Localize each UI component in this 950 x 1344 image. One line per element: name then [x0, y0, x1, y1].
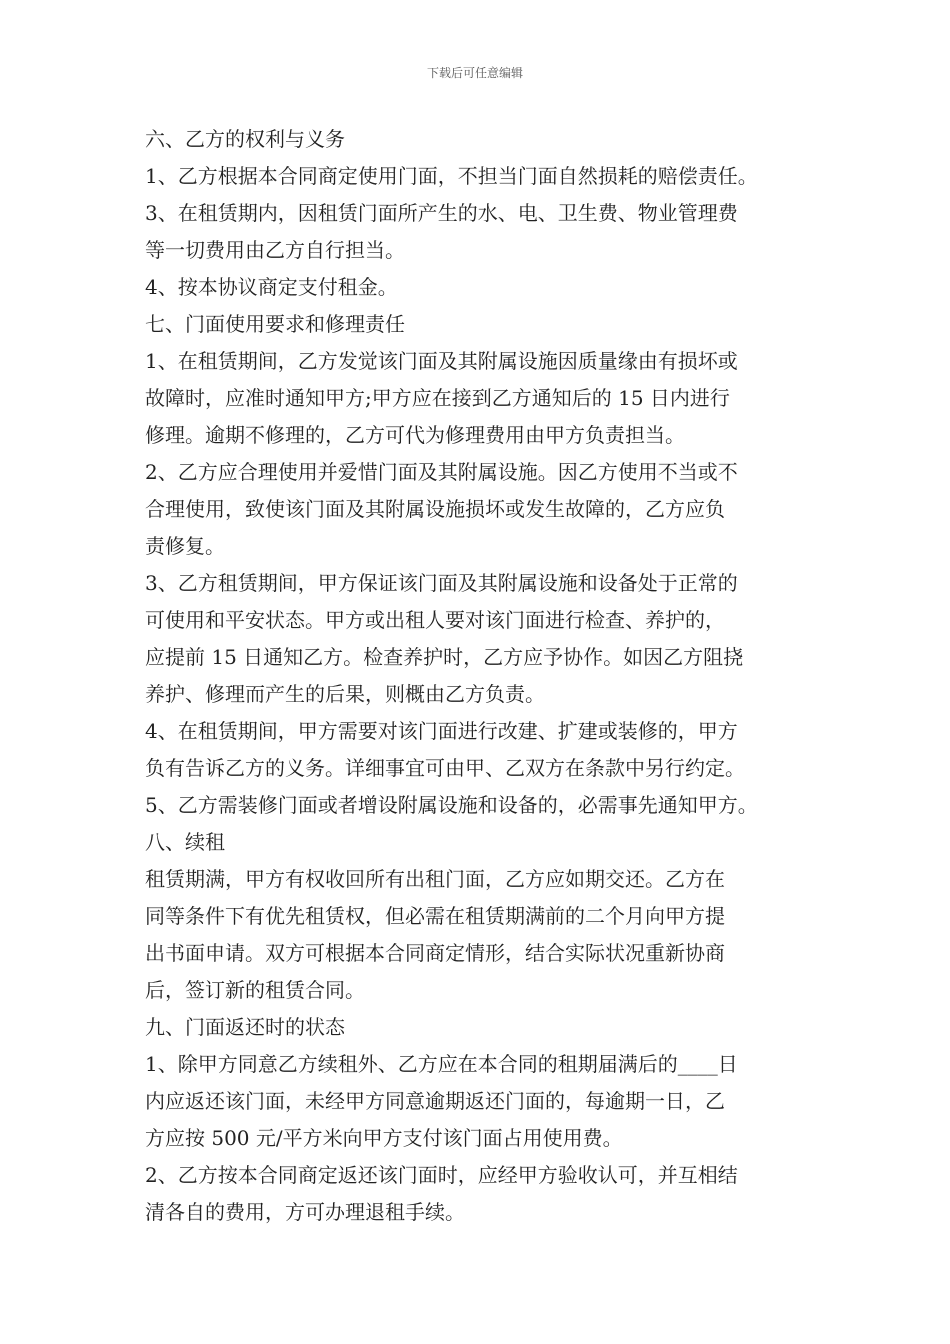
- clause-7-2: [145, 454, 825, 565]
- text-line: 九、门面返还时的状态: [145, 1015, 345, 1039]
- text-line: 5、乙方需装修门面或者增设附属设施和设备的，必需事先通知甲方。: [145, 793, 758, 817]
- text-line: 2、乙方应合理使用并爱惜门面及其附属设施。因乙方使用不当或不: [145, 460, 738, 484]
- clause-7-5: [145, 787, 825, 824]
- text-line: 六、乙方的权利与义务: [145, 127, 345, 151]
- text-line: 1、在租赁期间，乙方发觉该门面及其附属设施因质量缘由有损坏或: [145, 349, 738, 373]
- text-line: 2、乙方按本合同商定返还该门面时，应经甲方验收认可，并互相结: [145, 1163, 738, 1187]
- clause-6-1: [145, 158, 825, 195]
- text-line: 故障时，应准时通知甲方;甲方应在接到乙方通知后的 15 日内进行: [145, 386, 730, 410]
- text-line: 4、按本协议商定支付租金。: [145, 275, 398, 299]
- text-line: 方应按 500 元/平方米向甲方支付该门面占用使用费。: [145, 1126, 623, 1150]
- clause-9-1: [145, 1046, 825, 1157]
- text-line: 清各自的费用，方可办理退租手续。: [145, 1200, 465, 1224]
- text-line: 合理使用，致使该门面及其附属设施损坏或发生故障的，乙方应负: [145, 497, 725, 521]
- clause-8-body: [145, 861, 825, 1009]
- text-line: 责修复。: [145, 534, 225, 558]
- text-line: 后，签订新的租赁合同。: [145, 978, 365, 1002]
- text-line: 同等条件下有优先租赁权，但必需在租赁期满前的二个月向甲方提: [145, 904, 725, 928]
- text-line: 出书面申请。双方可根据本合同商定情形，结合实际状况重新协商: [145, 941, 725, 965]
- text-line: 3、在租赁期内，因租赁门面所产生的水、电、卫生费、物业管理费: [145, 201, 738, 225]
- clause-7-1: [145, 343, 825, 454]
- text-line: 八、续租: [145, 830, 225, 854]
- text-line: 可使用和平安状态。甲方或出租人要对该门面进行检查、养护的，: [145, 608, 725, 632]
- section-heading-7: [145, 306, 825, 343]
- document-body: [145, 121, 825, 1231]
- clause-7-3: [145, 565, 825, 713]
- text-line: 负有告诉乙方的义务。详细事宜可由甲、乙双方在条款中另行约定。: [145, 756, 745, 780]
- text-line: 应提前 15 日通知乙方。检查养护时，乙方应予协作。如因乙方阻挠: [145, 645, 744, 669]
- text-line: 4、在租赁期间，甲方需要对该门面进行改建、扩建或装修的，甲方: [145, 719, 738, 743]
- clause-6-3: [145, 195, 825, 269]
- clause-7-4: [145, 713, 825, 787]
- text-line: 内应返还该门面，未经甲方同意逾期返还门面的，每逾期一日，乙: [145, 1089, 725, 1113]
- clause-6-4: [145, 269, 825, 306]
- text-line: 1、乙方根据本合同商定使用门面，不担当门面自然损耗的赔偿责任。: [145, 164, 758, 188]
- text-line: 七、门面使用要求和修理责任: [145, 312, 405, 336]
- section-heading-8: [145, 824, 825, 861]
- section-heading-6: [145, 121, 825, 158]
- section-heading-9: [145, 1009, 825, 1046]
- text-line: 等一切费用由乙方自行担当。: [145, 238, 405, 262]
- text-line: 修理。逾期不修理的，乙方可代为修理费用由甲方负责担当。: [145, 423, 685, 447]
- clause-9-2: [145, 1157, 825, 1231]
- text-line: 1、除甲方同意乙方续租外、乙方应在本合同的租期届满后的____日: [145, 1052, 738, 1076]
- page-header: 下载后可任意编辑: [426, 66, 523, 80]
- text-line: 养护、修理而产生的后果，则概由乙方负责。: [145, 682, 545, 706]
- text-line: 3、乙方租赁期间，甲方保证该门面及其附属设施和设备处于正常的: [145, 571, 738, 595]
- text-line: 租赁期满，甲方有权收回所有出租门面，乙方应如期交还。乙方在: [145, 867, 725, 891]
